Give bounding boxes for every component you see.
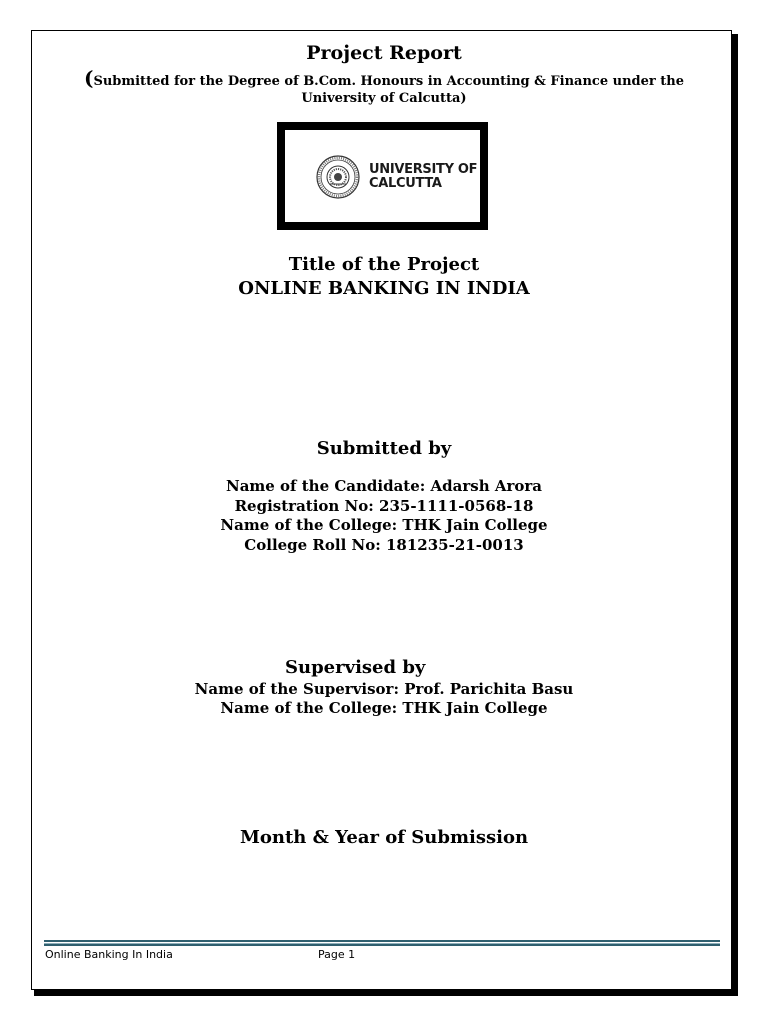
submitted-by-heading: Submitted by <box>316 438 452 459</box>
university-logo-text <box>369 163 477 191</box>
footer-rule <box>44 940 720 946</box>
footer-doc-title: Online Banking In India <box>45 948 173 961</box>
candidate-name: Name of the Candidate: Adarsh Arora <box>225 477 543 495</box>
footer-page-number: Page 1 <box>318 948 356 961</box>
project-title-label: Title of the Project <box>288 254 480 275</box>
university-logo-box <box>277 122 488 230</box>
report-title: Project Report <box>306 42 462 64</box>
registration-number: Registration No: 235-1111-0568-18 <box>234 497 534 515</box>
supervisor-name: Name of the Supervisor: Prof. Parichita Basu <box>194 680 574 698</box>
subtitle-open-paren: ( <box>83 66 94 90</box>
report-subtitle <box>60 66 708 107</box>
submission-date-heading: Month & Year of Submission <box>239 827 529 848</box>
subtitle-text: Submitted for the Degree of B.Com. Honours in Accounting & Finance under the University of Calcutta) <box>93 74 685 106</box>
university-seal-icon <box>315 154 361 200</box>
university-logo <box>315 152 478 202</box>
college-roll-number: College Roll No: 181235-21-0013 <box>244 536 524 554</box>
candidate-college: Name of the College: THK Jain College <box>220 516 548 534</box>
supervised-by-heading: Supervised by <box>285 657 426 678</box>
project-title: ONLINE BANKING IN INDIA <box>238 278 530 299</box>
logo-line-2: CALCUTTA <box>369 176 442 191</box>
logo-line-1: UNIVERSITY OF <box>369 162 478 177</box>
supervisor-college: Name of the College: THK Jain College <box>220 699 548 717</box>
